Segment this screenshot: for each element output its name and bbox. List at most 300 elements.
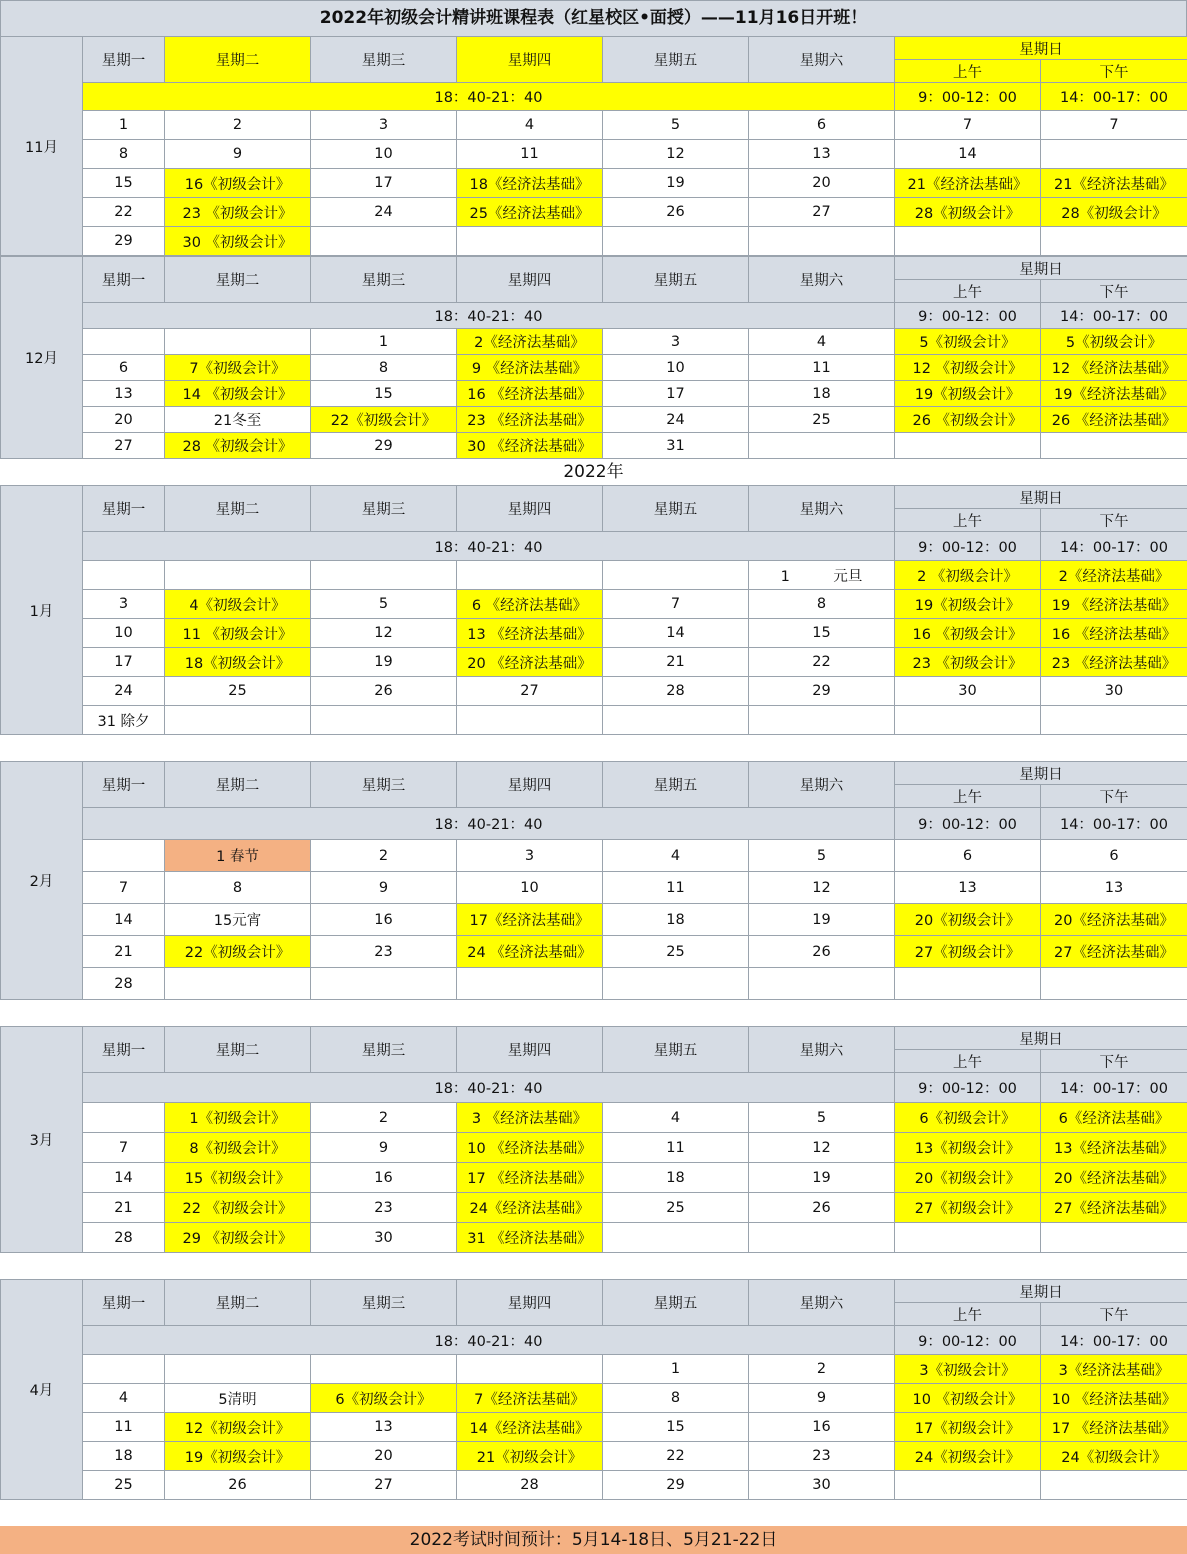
class-session-cell: 8《初级会计》: [165, 1133, 311, 1163]
class-session-cell: 19《初级会计》: [895, 590, 1041, 619]
class-session-cell: 13《经济法基础》: [1041, 1133, 1187, 1163]
class-session-cell: 27《初级会计》: [895, 1193, 1041, 1223]
date-cell: 4: [603, 840, 749, 872]
weekday-header: 星期二: [165, 1280, 311, 1326]
class-session-cell: 3《初级会计》: [895, 1355, 1041, 1384]
sunday-pm-time: 14：00-17：00: [1041, 83, 1187, 111]
sunday-header: 星期日: [895, 486, 1187, 509]
date-cell: 7: [603, 590, 749, 619]
week-row: [1, 840, 1187, 872]
date-cell: 12: [311, 619, 457, 648]
week-row: [1, 1384, 1187, 1413]
class-session-cell: 6《初级会计》: [895, 1103, 1041, 1133]
date-cell: 15: [603, 1413, 749, 1442]
date-cell: 20: [749, 169, 895, 198]
date-cell: 1: [311, 329, 457, 355]
weekday-header: 星期二: [165, 257, 311, 303]
weekday-class-time: 18：40-21：40: [83, 303, 895, 329]
date-cell: [603, 561, 749, 590]
date-cell: 24: [311, 198, 457, 227]
month-calendar-6: [0, 1279, 1187, 1500]
date-cell: 19: [311, 648, 457, 677]
class-session-cell: 7《初级会计》: [165, 355, 311, 381]
week-row: [1, 227, 1187, 256]
class-session-cell: 16 《初级会计》: [895, 619, 1041, 648]
class-session-cell: 21《初级会计》: [457, 1442, 603, 1471]
class-session-cell: 17《经济法基础》: [457, 904, 603, 936]
class-session-cell: 29 《初级会计》: [165, 1223, 311, 1253]
date-cell: 9: [165, 140, 311, 169]
week-row: [1, 1133, 1187, 1163]
date-cell: [457, 1355, 603, 1384]
date-cell: 5: [749, 1103, 895, 1133]
date-cell: [83, 1103, 165, 1133]
weekday-header: 星期四: [457, 486, 603, 532]
date-cell: 22: [83, 198, 165, 227]
week-row: [1, 1442, 1187, 1471]
class-session-cell: 7《经济法基础》: [457, 1384, 603, 1413]
class-session-cell: 10 《经济法基础》: [457, 1133, 603, 1163]
date-cell: [311, 227, 457, 256]
weekday-header: 星期三: [311, 486, 457, 532]
class-session-cell: 12 《经济法基础》: [1041, 355, 1187, 381]
date-cell: 8: [603, 1384, 749, 1413]
date-cell: 16: [749, 1413, 895, 1442]
weekday-header: 星期一: [83, 762, 165, 808]
date-cell: 17: [311, 169, 457, 198]
date-cell: 21: [603, 648, 749, 677]
weekday-header: 星期六: [749, 257, 895, 303]
date-cell: [603, 968, 749, 1000]
date-cell: 27: [311, 1471, 457, 1500]
class-session-cell: 17 《经济法基础》: [457, 1163, 603, 1193]
week-row: [1, 329, 1187, 355]
weekday-header: 星期六: [749, 1280, 895, 1326]
week-row: [1, 433, 1187, 459]
sunday-am-header: 上午: [895, 509, 1041, 532]
class-session-cell: 6《经济法基础》: [1041, 1103, 1187, 1133]
date-cell: 19: [749, 904, 895, 936]
date-cell: 15: [749, 619, 895, 648]
date-cell: 4: [749, 329, 895, 355]
date-cell: 18: [603, 904, 749, 936]
date-cell: [457, 227, 603, 256]
class-session-cell: 27《经济法基础》: [1041, 1193, 1187, 1223]
class-session-cell: 16 《经济法基础》: [1041, 619, 1187, 648]
date-cell: [165, 329, 311, 355]
date-cell: 21: [83, 1193, 165, 1223]
week-row: [1, 936, 1187, 968]
date-cell: 5: [311, 590, 457, 619]
date-cell: [1041, 1471, 1187, 1500]
month-calendar-1: [0, 36, 1187, 256]
date-cell: 10: [457, 872, 603, 904]
weekday-class-time: 18：40-21：40: [83, 1326, 895, 1355]
date-cell: [749, 227, 895, 256]
date-cell: 18: [603, 1163, 749, 1193]
weekday-header: 星期四: [457, 37, 603, 83]
date-cell: [165, 706, 311, 735]
date-cell: 13: [895, 872, 1041, 904]
sunday-am-time: 9：00-12：00: [895, 1326, 1041, 1355]
date-cell: 24: [83, 677, 165, 706]
year-label: 2022年: [563, 462, 624, 482]
class-session-cell: 20《初级会计》: [895, 1163, 1041, 1193]
sunday-pm-header: 下午: [1041, 509, 1187, 532]
date-cell: [895, 968, 1041, 1000]
sunday-am-time: 9：00-12：00: [895, 83, 1041, 111]
date-cell: [603, 227, 749, 256]
class-session-cell: 17 《经济法基础》: [1041, 1413, 1187, 1442]
date-cell: [1041, 1223, 1187, 1253]
date-cell: [311, 1355, 457, 1384]
date-cell: 25: [165, 677, 311, 706]
weekday-header: 星期四: [457, 762, 603, 808]
sunday-pm-header: 下午: [1041, 280, 1187, 303]
date-cell: 8: [311, 355, 457, 381]
date-cell: 26: [165, 1471, 311, 1500]
class-session-cell: 20《经济法基础》: [1041, 904, 1187, 936]
week-row: [1, 1223, 1187, 1253]
week-row: [1, 677, 1187, 706]
sunday-pm-header: 下午: [1041, 1050, 1187, 1073]
sunday-pm-time: 14：00-17：00: [1041, 1073, 1187, 1103]
date-cell: [1041, 140, 1187, 169]
sunday-header: 星期日: [895, 257, 1187, 280]
date-cell: [749, 706, 895, 735]
date-cell: 14: [83, 904, 165, 936]
sunday-pm-time: 14：00-17：00: [1041, 808, 1187, 840]
class-session-cell: 5《初级会计》: [1041, 329, 1187, 355]
date-cell: 30: [749, 1471, 895, 1500]
month-label: 3月: [1, 1027, 83, 1253]
weekday-header: 星期六: [749, 762, 895, 808]
class-session-cell: 6 《经济法基础》: [457, 590, 603, 619]
class-session-cell: 24《经济法基础》: [457, 1193, 603, 1223]
date-cell: 14: [895, 140, 1041, 169]
class-session-cell: 30 《经济法基础》: [457, 433, 603, 459]
date-cell: 25: [603, 936, 749, 968]
weekday-class-time: 18：40-21：40: [83, 808, 895, 840]
date-cell: 19: [603, 169, 749, 198]
class-session-cell: 10 《经济法基础》: [1041, 1384, 1187, 1413]
class-session-cell: 12《初级会计》: [165, 1413, 311, 1442]
class-session-cell: 23 《初级会计》: [165, 198, 311, 227]
date-cell: 30: [1041, 677, 1187, 706]
class-session-cell: 22《初级会计》: [311, 407, 457, 433]
date-cell: 7: [1041, 111, 1187, 140]
date-cell: 27: [457, 677, 603, 706]
date-cell: 14: [83, 1163, 165, 1193]
class-session-cell: 22《初级会计》: [165, 936, 311, 968]
class-session-cell: 6《初级会计》: [311, 1384, 457, 1413]
class-session-cell: 22 《初级会计》: [165, 1193, 311, 1223]
sunday-am-header: 上午: [895, 785, 1041, 808]
date-cell: 5: [603, 111, 749, 140]
date-cell: 23: [311, 1193, 457, 1223]
month-label: 1月: [1, 486, 83, 735]
week-row: [1, 619, 1187, 648]
week-row: [1, 355, 1187, 381]
date-cell: 26: [603, 198, 749, 227]
week-row: [1, 1103, 1187, 1133]
date-cell: 30: [311, 1223, 457, 1253]
week-row: [1, 561, 1187, 590]
weekday-header: 星期六: [749, 37, 895, 83]
week-row: [1, 1471, 1187, 1500]
sunday-header: 星期日: [895, 37, 1187, 60]
date-cell: 15元宵: [165, 904, 311, 936]
date-cell: 10: [83, 619, 165, 648]
date-cell: 20: [83, 407, 165, 433]
sunday-am-header: 上午: [895, 1050, 1041, 1073]
date-cell: 6: [749, 111, 895, 140]
class-session-cell: 26 《初级会计》: [895, 407, 1041, 433]
class-session-cell: 2《经济法基础》: [1041, 561, 1187, 590]
class-session-cell: 18《经济法基础》: [457, 169, 603, 198]
exam-date-banner: 2022考试时间预计：5月14-18日、5月21-22日: [0, 1526, 1187, 1554]
date-cell: [1041, 968, 1187, 1000]
month-label: 2月: [1, 762, 83, 1000]
month-label: 4月: [1, 1280, 83, 1500]
sunday-pm-header: 下午: [1041, 785, 1187, 808]
date-cell: 3: [457, 840, 603, 872]
date-cell: 8: [165, 872, 311, 904]
date-cell: 18: [749, 381, 895, 407]
class-session-cell: 12 《初级会计》: [895, 355, 1041, 381]
date-cell: 23: [749, 1442, 895, 1471]
week-row: [1, 648, 1187, 677]
week-row: [1, 872, 1187, 904]
date-cell: [311, 561, 457, 590]
date-cell: 16: [311, 1163, 457, 1193]
date-cell: 3: [83, 590, 165, 619]
date-cell: 25: [749, 407, 895, 433]
date-cell: [83, 1355, 165, 1384]
date-cell: 6: [83, 355, 165, 381]
weekday-header: 星期一: [83, 1280, 165, 1326]
date-cell: [1041, 433, 1187, 459]
date-cell: 2: [311, 840, 457, 872]
date-cell: 12: [603, 140, 749, 169]
week-row: [1, 381, 1187, 407]
weekday-header: 星期一: [83, 1027, 165, 1073]
date-cell: 27: [83, 433, 165, 459]
date-cell: 30: [895, 677, 1041, 706]
class-session-cell: 26 《经济法基础》: [1041, 407, 1187, 433]
date-cell: 2: [165, 111, 311, 140]
date-cell: 11: [603, 1133, 749, 1163]
weekday-header: 星期五: [603, 1027, 749, 1073]
class-session-cell: 14《经济法基础》: [457, 1413, 603, 1442]
date-cell: 8: [749, 590, 895, 619]
date-cell: 28: [457, 1471, 603, 1500]
date-cell: 22: [749, 648, 895, 677]
date-cell: 1: [83, 111, 165, 140]
weekday-class-time: 18：40-21：40: [83, 83, 895, 111]
weekday-class-time: 18：40-21：40: [83, 532, 895, 561]
sunday-am-time: 9：00-12：00: [895, 532, 1041, 561]
weekday-header: 星期一: [83, 37, 165, 83]
class-session-cell: 9 《经济法基础》: [457, 355, 603, 381]
weekday-header: 星期一: [83, 486, 165, 532]
weekday-header: 星期三: [311, 762, 457, 808]
class-session-cell: 20《初级会计》: [895, 904, 1041, 936]
date-cell: 9: [311, 872, 457, 904]
date-cell: 5清明: [165, 1384, 311, 1413]
date-cell: 25: [83, 1471, 165, 1500]
weekday-header: 星期二: [165, 762, 311, 808]
class-session-cell: 10 《初级会计》: [895, 1384, 1041, 1413]
date-cell: [749, 433, 895, 459]
weekday-header: 星期四: [457, 257, 603, 303]
sunday-header: 星期日: [895, 1027, 1187, 1050]
date-cell: [1041, 706, 1187, 735]
sunday-am-time: 9：00-12：00: [895, 808, 1041, 840]
weekday-header: 星期三: [311, 257, 457, 303]
weekday-header: 星期二: [165, 37, 311, 83]
class-session-cell: 11 《初级会计》: [165, 619, 311, 648]
date-cell: 14: [603, 619, 749, 648]
class-session-cell: 18《初级会计》: [165, 648, 311, 677]
class-session-cell: 13 《经济法基础》: [457, 619, 603, 648]
date-cell: 23: [311, 936, 457, 968]
date-cell: 19: [749, 1163, 895, 1193]
week-row: [1, 1355, 1187, 1384]
date-cell: 31: [603, 433, 749, 459]
sunday-pm-time: 14：00-17：00: [1041, 532, 1187, 561]
date-cell: [1041, 227, 1187, 256]
class-session-cell: 24《初级会计》: [1041, 1442, 1187, 1471]
date-cell: 9: [749, 1384, 895, 1413]
date-cell: 11: [457, 140, 603, 169]
sunday-am-header: 上午: [895, 280, 1041, 303]
date-cell: 13: [749, 140, 895, 169]
date-cell: 18: [83, 1442, 165, 1471]
date-cell: 16: [311, 904, 457, 936]
weekday-header: 星期五: [603, 37, 749, 83]
class-session-cell: 28 《初级会计》: [165, 433, 311, 459]
weekday-header: 星期六: [749, 1027, 895, 1073]
date-cell: 7: [83, 872, 165, 904]
date-cell: 21: [83, 936, 165, 968]
week-row: [1, 111, 1187, 140]
class-session-cell: 15《初级会计》: [165, 1163, 311, 1193]
date-cell: 28: [83, 968, 165, 1000]
class-session-cell: 20 《经济法基础》: [457, 648, 603, 677]
class-session-cell: 16 《经济法基础》: [457, 381, 603, 407]
date-cell: 17: [83, 648, 165, 677]
date-cell: 7: [895, 111, 1041, 140]
date-cell: 24: [603, 407, 749, 433]
class-session-cell: 14 《初级会计》: [165, 381, 311, 407]
date-cell: 25: [603, 1193, 749, 1223]
month-calendar-4: [0, 761, 1187, 1000]
class-session-cell: 5《初级会计》: [895, 329, 1041, 355]
sunday-header: 星期日: [895, 1280, 1187, 1303]
class-session-cell: 21《经济法基础》: [1041, 169, 1187, 198]
sunday-pm-header: 下午: [1041, 60, 1187, 83]
class-session-cell: 28《初级会计》: [895, 198, 1041, 227]
class-session-cell: 1《初级会计》: [165, 1103, 311, 1133]
date-cell: 7: [83, 1133, 165, 1163]
month-calendar-5: [0, 1026, 1187, 1253]
class-session-cell: 17《初级会计》: [895, 1413, 1041, 1442]
date-cell: 11: [603, 872, 749, 904]
week-row: [1, 706, 1187, 735]
date-cell: [895, 706, 1041, 735]
class-session-cell: 27《经济法基础》: [1041, 936, 1187, 968]
class-session-cell: 20《经济法基础》: [1041, 1163, 1187, 1193]
date-cell: 13: [83, 381, 165, 407]
class-session-cell: 19《经济法基础》: [1041, 381, 1187, 407]
class-session-cell: 13《初级会计》: [895, 1133, 1041, 1163]
date-cell: 9: [311, 1133, 457, 1163]
month-label: 12月: [1, 257, 83, 459]
date-cell: [311, 706, 457, 735]
date-cell: [603, 1223, 749, 1253]
date-cell: [83, 329, 165, 355]
date-cell: 1: [603, 1355, 749, 1384]
sunday-am-time: 9：00-12：00: [895, 1073, 1041, 1103]
class-session-cell: 23 《经济法基础》: [1041, 648, 1187, 677]
date-cell: 2: [749, 1355, 895, 1384]
class-session-cell: 3 《经济法基础》: [457, 1103, 603, 1133]
date-cell: 31 除夕: [83, 706, 165, 735]
weekday-header: 星期四: [457, 1280, 603, 1326]
date-cell: [165, 1355, 311, 1384]
class-session-cell: 19《初级会计》: [165, 1442, 311, 1471]
date-cell: [83, 840, 165, 872]
weekday-header: 星期三: [311, 1027, 457, 1073]
sunday-am-header: 上午: [895, 60, 1041, 83]
date-cell: 10: [603, 355, 749, 381]
date-cell: 6: [1041, 840, 1187, 872]
week-row: [1, 407, 1187, 433]
date-cell: 11: [83, 1413, 165, 1442]
weekday-header: 星期五: [603, 486, 749, 532]
sunday-pm-time: 14：00-17：00: [1041, 303, 1187, 329]
date-cell: 4: [83, 1384, 165, 1413]
weekday-header: 星期六: [749, 486, 895, 532]
date-cell: 2: [311, 1103, 457, 1133]
class-session-cell: 24《初级会计》: [895, 1442, 1041, 1471]
date-cell: 5: [749, 840, 895, 872]
date-cell: 3: [603, 329, 749, 355]
date-cell: 4: [457, 111, 603, 140]
date-cell: [311, 968, 457, 1000]
date-cell: 21冬至: [165, 407, 311, 433]
date-cell: 12: [749, 1133, 895, 1163]
weekday-header: 星期五: [603, 1280, 749, 1326]
date-cell: 4: [603, 1103, 749, 1133]
weekday-header: 星期五: [603, 257, 749, 303]
sunday-pm-time: 14：00-17：00: [1041, 1326, 1187, 1355]
week-row: [1, 590, 1187, 619]
date-cell: 29: [83, 227, 165, 256]
date-cell: 26: [311, 677, 457, 706]
class-session-cell: 3《经济法基础》: [1041, 1355, 1187, 1384]
weekday-header: 星期二: [165, 486, 311, 532]
date-cell: [749, 968, 895, 1000]
date-cell: 6: [895, 840, 1041, 872]
date-cell: [165, 968, 311, 1000]
class-session-cell: 16《初级会计》: [165, 169, 311, 198]
weekday-header: 星期三: [311, 1280, 457, 1326]
week-row: [1, 1163, 1187, 1193]
weekday-header: 星期三: [311, 37, 457, 83]
week-row: [1, 968, 1187, 1000]
